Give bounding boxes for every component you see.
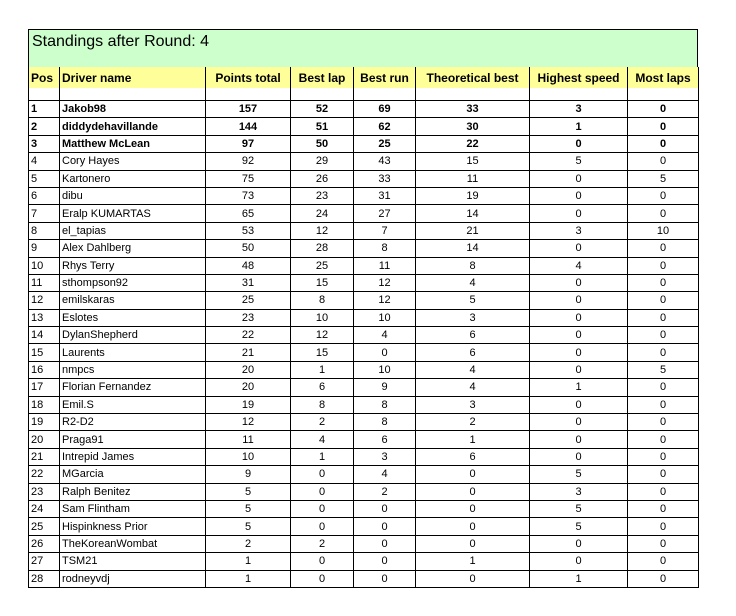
cell-speed: 0: [530, 274, 628, 291]
cell-speed: 0: [530, 205, 628, 222]
cell-driver: el_tapias: [60, 222, 206, 239]
cell-speed: 0: [530, 448, 628, 465]
cell-speed: 0: [530, 414, 628, 431]
cell-best-lap: 8: [291, 396, 354, 413]
cell-pos: 25: [29, 518, 60, 535]
cell-best-run: 4: [354, 327, 416, 344]
cell-best-run: 33: [354, 170, 416, 187]
cell-driver: nmpcs: [60, 361, 206, 378]
cell-pos: 24: [29, 500, 60, 517]
cell-driver: Eslotes: [60, 309, 206, 326]
cell-most-laps: 0: [628, 135, 699, 152]
cell-best-lap: 52: [291, 101, 354, 118]
cell-best-lap: 1: [291, 361, 354, 378]
spacer-row: [29, 88, 699, 101]
cell-theoretical: 0: [416, 466, 530, 483]
cell-theoretical: 3: [416, 309, 530, 326]
cell-speed: 0: [530, 553, 628, 570]
table-row: [29, 570, 699, 587]
cell-theoretical: 14: [416, 205, 530, 222]
table-row: [29, 118, 699, 135]
table-row: [29, 535, 699, 552]
cell-points: 97: [206, 135, 291, 152]
cell-most-laps: 0: [628, 500, 699, 517]
cell-points: 144: [206, 118, 291, 135]
header-row: [29, 67, 699, 88]
cell-most-laps: 0: [628, 187, 699, 204]
cell-best-lap: 25: [291, 257, 354, 274]
standings-sheet: [28, 29, 698, 588]
cell-theoretical: 19: [416, 187, 530, 204]
table-row: [29, 101, 699, 118]
cell-most-laps: 0: [628, 257, 699, 274]
table-row: [29, 518, 699, 535]
cell-points: 1: [206, 570, 291, 587]
cell-best-lap: 12: [291, 327, 354, 344]
cell-theoretical: 14: [416, 240, 530, 257]
cell-pos: 9: [29, 240, 60, 257]
cell-best-run: 8: [354, 396, 416, 413]
table-row: [29, 396, 699, 413]
cell-driver: Cory Hayes: [60, 153, 206, 170]
table-row: [29, 327, 699, 344]
cell-points: 19: [206, 396, 291, 413]
cell-speed: 0: [530, 187, 628, 204]
cell-best-lap: 8: [291, 292, 354, 309]
cell-driver: Rhys Terry: [60, 257, 206, 274]
cell-driver: Laurents: [60, 344, 206, 361]
cell-speed: 0: [530, 535, 628, 552]
cell-driver: emilskaras: [60, 292, 206, 309]
cell-speed: 0: [530, 292, 628, 309]
cell-points: 53: [206, 222, 291, 239]
cell-driver: sthompson92: [60, 274, 206, 291]
cell-points: 5: [206, 500, 291, 517]
cell-most-laps: 0: [628, 483, 699, 500]
cell-speed: 4: [530, 257, 628, 274]
cell-best-lap: 24: [291, 205, 354, 222]
cell-best-run: 31: [354, 187, 416, 204]
cell-most-laps: 0: [628, 379, 699, 396]
table-row: [29, 257, 699, 274]
col-header-theoretical: Theoretical best: [416, 67, 530, 88]
cell-driver: Ralph Benitez: [60, 483, 206, 500]
cell-most-laps: 10: [628, 222, 699, 239]
cell-speed: 5: [530, 518, 628, 535]
table-row: [29, 553, 699, 570]
cell-most-laps: 0: [628, 101, 699, 118]
cell-points: 20: [206, 361, 291, 378]
cell-best-lap: 0: [291, 483, 354, 500]
cell-best-run: 0: [354, 535, 416, 552]
cell-best-run: 25: [354, 135, 416, 152]
cell-theoretical: 11: [416, 170, 530, 187]
cell-speed: 1: [530, 570, 628, 587]
cell-best-lap: 2: [291, 535, 354, 552]
cell-speed: 0: [530, 344, 628, 361]
table-row: [29, 135, 699, 152]
cell-theoretical: 4: [416, 361, 530, 378]
cell-speed: 1: [530, 118, 628, 135]
cell-best-lap: 6: [291, 379, 354, 396]
cell-points: 48: [206, 257, 291, 274]
cell-points: 20: [206, 379, 291, 396]
cell-theoretical: 21: [416, 222, 530, 239]
cell-best-lap: 10: [291, 309, 354, 326]
cell-theoretical: 0: [416, 518, 530, 535]
cell-best-lap: 51: [291, 118, 354, 135]
table-row: [29, 431, 699, 448]
cell-driver: MGarcia: [60, 466, 206, 483]
cell-speed: 0: [530, 327, 628, 344]
cell-speed: 5: [530, 153, 628, 170]
cell-pos: 12: [29, 292, 60, 309]
table-row: [29, 292, 699, 309]
cell-points: 75: [206, 170, 291, 187]
cell-theoretical: 8: [416, 257, 530, 274]
cell-most-laps: 0: [628, 118, 699, 135]
cell-best-run: 3: [354, 448, 416, 465]
cell-most-laps: 0: [628, 535, 699, 552]
cell-best-lap: 28: [291, 240, 354, 257]
table-row: [29, 274, 699, 291]
cell-driver: Alex Dahlberg: [60, 240, 206, 257]
cell-driver: Sam Flintham: [60, 500, 206, 517]
cell-pos: 2: [29, 118, 60, 135]
cell-speed: 0: [530, 240, 628, 257]
col-header-speed: Highest speed: [530, 67, 628, 88]
cell-points: 50: [206, 240, 291, 257]
cell-pos: 23: [29, 483, 60, 500]
cell-best-run: 12: [354, 292, 416, 309]
cell-theoretical: 0: [416, 483, 530, 500]
cell-most-laps: 0: [628, 414, 699, 431]
cell-best-run: 10: [354, 361, 416, 378]
cell-pos: 26: [29, 535, 60, 552]
cell-speed: 0: [530, 361, 628, 378]
cell-most-laps: 0: [628, 431, 699, 448]
cell-points: 11: [206, 431, 291, 448]
cell-most-laps: 0: [628, 327, 699, 344]
cell-best-run: 2: [354, 483, 416, 500]
cell-pos: 10: [29, 257, 60, 274]
cell-driver: Matthew McLean: [60, 135, 206, 152]
table-row: [29, 309, 699, 326]
cell-pos: 28: [29, 570, 60, 587]
cell-speed: 3: [530, 222, 628, 239]
cell-points: 5: [206, 483, 291, 500]
cell-points: 31: [206, 274, 291, 291]
cell-most-laps: 0: [628, 274, 699, 291]
cell-best-lap: 15: [291, 274, 354, 291]
cell-points: 23: [206, 309, 291, 326]
cell-points: 157: [206, 101, 291, 118]
cell-most-laps: 0: [628, 344, 699, 361]
cell-theoretical: 30: [416, 118, 530, 135]
cell-best-run: 8: [354, 240, 416, 257]
cell-driver: Florian Fernandez: [60, 379, 206, 396]
cell-theoretical: 3: [416, 396, 530, 413]
standings-title: Standings after Round: 4: [28, 29, 698, 67]
table-row: [29, 344, 699, 361]
cell-best-run: 8: [354, 414, 416, 431]
cell-theoretical: 1: [416, 553, 530, 570]
cell-speed: 0: [530, 396, 628, 413]
cell-pos: 6: [29, 187, 60, 204]
table-row: [29, 222, 699, 239]
cell-pos: 1: [29, 101, 60, 118]
cell-driver: R2-D2: [60, 414, 206, 431]
cell-best-lap: 0: [291, 553, 354, 570]
cell-theoretical: 15: [416, 153, 530, 170]
cell-speed: 0: [530, 170, 628, 187]
cell-best-run: 7: [354, 222, 416, 239]
cell-theoretical: 0: [416, 570, 530, 587]
cell-pos: 4: [29, 153, 60, 170]
cell-most-laps: 5: [628, 361, 699, 378]
col-header-pos: Pos: [29, 67, 60, 88]
cell-driver: Jakob98: [60, 101, 206, 118]
cell-pos: 21: [29, 448, 60, 465]
cell-driver: Praga91: [60, 431, 206, 448]
cell-best-run: 6: [354, 431, 416, 448]
cell-pos: 15: [29, 344, 60, 361]
cell-best-lap: 29: [291, 153, 354, 170]
cell-driver: TheKoreanWombat: [60, 535, 206, 552]
cell-pos: 13: [29, 309, 60, 326]
cell-driver: Intrepid James: [60, 448, 206, 465]
cell-best-run: 43: [354, 153, 416, 170]
cell-driver: dibu: [60, 187, 206, 204]
cell-speed: 0: [530, 135, 628, 152]
cell-theoretical: 1: [416, 431, 530, 448]
cell-best-run: 4: [354, 466, 416, 483]
cell-best-run: 0: [354, 344, 416, 361]
cell-speed: 0: [530, 309, 628, 326]
cell-driver: DylanShepherd: [60, 327, 206, 344]
cell-best-run: 11: [354, 257, 416, 274]
table-row: [29, 379, 699, 396]
cell-pos: 19: [29, 414, 60, 431]
cell-best-lap: 12: [291, 222, 354, 239]
cell-best-run: 0: [354, 500, 416, 517]
cell-driver: diddydehavillande: [60, 118, 206, 135]
table-row: [29, 361, 699, 378]
cell-best-lap: 0: [291, 500, 354, 517]
table-row: [29, 414, 699, 431]
cell-theoretical: 4: [416, 379, 530, 396]
table-row: [29, 466, 699, 483]
cell-speed: 5: [530, 466, 628, 483]
col-header-best-lap: Best lap: [291, 67, 354, 88]
table-row: [29, 170, 699, 187]
cell-most-laps: 0: [628, 153, 699, 170]
cell-points: 92: [206, 153, 291, 170]
cell-theoretical: 6: [416, 327, 530, 344]
cell-points: 65: [206, 205, 291, 222]
cell-best-lap: 4: [291, 431, 354, 448]
cell-points: 10: [206, 448, 291, 465]
cell-driver: rodneyvdj: [60, 570, 206, 587]
cell-pos: 27: [29, 553, 60, 570]
cell-most-laps: 0: [628, 570, 699, 587]
cell-pos: 11: [29, 274, 60, 291]
cell-pos: 18: [29, 396, 60, 413]
cell-points: 9: [206, 466, 291, 483]
cell-driver: Kartonero: [60, 170, 206, 187]
cell-pos: 14: [29, 327, 60, 344]
cell-driver: Eralp KUMARTAS: [60, 205, 206, 222]
table-row: [29, 448, 699, 465]
cell-best-lap: 15: [291, 344, 354, 361]
cell-most-laps: 0: [628, 553, 699, 570]
col-header-driver: Driver name: [60, 67, 206, 88]
cell-theoretical: 6: [416, 448, 530, 465]
cell-points: 1: [206, 553, 291, 570]
cell-most-laps: 0: [628, 240, 699, 257]
cell-points: 25: [206, 292, 291, 309]
cell-theoretical: 5: [416, 292, 530, 309]
cell-most-laps: 0: [628, 518, 699, 535]
cell-best-run: 0: [354, 518, 416, 535]
cell-best-run: 0: [354, 570, 416, 587]
cell-best-lap: 50: [291, 135, 354, 152]
cell-pos: 16: [29, 361, 60, 378]
col-header-points: Points total: [206, 67, 291, 88]
cell-points: 21: [206, 344, 291, 361]
cell-pos: 20: [29, 431, 60, 448]
cell-pos: 5: [29, 170, 60, 187]
cell-speed: 3: [530, 101, 628, 118]
cell-theoretical: 0: [416, 500, 530, 517]
cell-best-run: 27: [354, 205, 416, 222]
cell-best-run: 10: [354, 309, 416, 326]
cell-best-run: 0: [354, 553, 416, 570]
cell-theoretical: 22: [416, 135, 530, 152]
cell-most-laps: 0: [628, 396, 699, 413]
table-row: [29, 187, 699, 204]
cell-most-laps: 0: [628, 448, 699, 465]
table-row: [29, 240, 699, 257]
cell-speed: 5: [530, 500, 628, 517]
cell-most-laps: 5: [628, 170, 699, 187]
cell-best-run: 62: [354, 118, 416, 135]
standings-table: [28, 67, 699, 588]
cell-driver: Hispinkness Prior: [60, 518, 206, 535]
cell-pos: 7: [29, 205, 60, 222]
cell-best-run: 9: [354, 379, 416, 396]
cell-pos: 8: [29, 222, 60, 239]
cell-best-lap: 26: [291, 170, 354, 187]
cell-best-lap: 0: [291, 570, 354, 587]
cell-points: 2: [206, 535, 291, 552]
cell-most-laps: 0: [628, 292, 699, 309]
cell-most-laps: 0: [628, 309, 699, 326]
table-row: [29, 483, 699, 500]
cell-best-run: 69: [354, 101, 416, 118]
cell-best-lap: 2: [291, 414, 354, 431]
cell-theoretical: 0: [416, 535, 530, 552]
cell-speed: 1: [530, 379, 628, 396]
table-row: [29, 500, 699, 517]
cell-best-lap: 23: [291, 187, 354, 204]
cell-points: 12: [206, 414, 291, 431]
cell-best-lap: 0: [291, 518, 354, 535]
cell-speed: 3: [530, 483, 628, 500]
cell-best-run: 12: [354, 274, 416, 291]
cell-theoretical: 2: [416, 414, 530, 431]
table-row: [29, 153, 699, 170]
cell-theoretical: 4: [416, 274, 530, 291]
cell-most-laps: 0: [628, 205, 699, 222]
cell-pos: 17: [29, 379, 60, 396]
cell-points: 73: [206, 187, 291, 204]
cell-pos: 3: [29, 135, 60, 152]
cell-points: 5: [206, 518, 291, 535]
cell-pos: 22: [29, 466, 60, 483]
cell-theoretical: 6: [416, 344, 530, 361]
cell-driver: TSM21: [60, 553, 206, 570]
col-header-most-laps: Most laps: [628, 67, 699, 88]
cell-best-lap: 1: [291, 448, 354, 465]
cell-most-laps: 0: [628, 466, 699, 483]
cell-theoretical: 33: [416, 101, 530, 118]
cell-best-lap: 0: [291, 466, 354, 483]
cell-driver: Emil.S: [60, 396, 206, 413]
cell-speed: 0: [530, 431, 628, 448]
cell-points: 22: [206, 327, 291, 344]
table-row: [29, 205, 699, 222]
col-header-best-run: Best run: [354, 67, 416, 88]
